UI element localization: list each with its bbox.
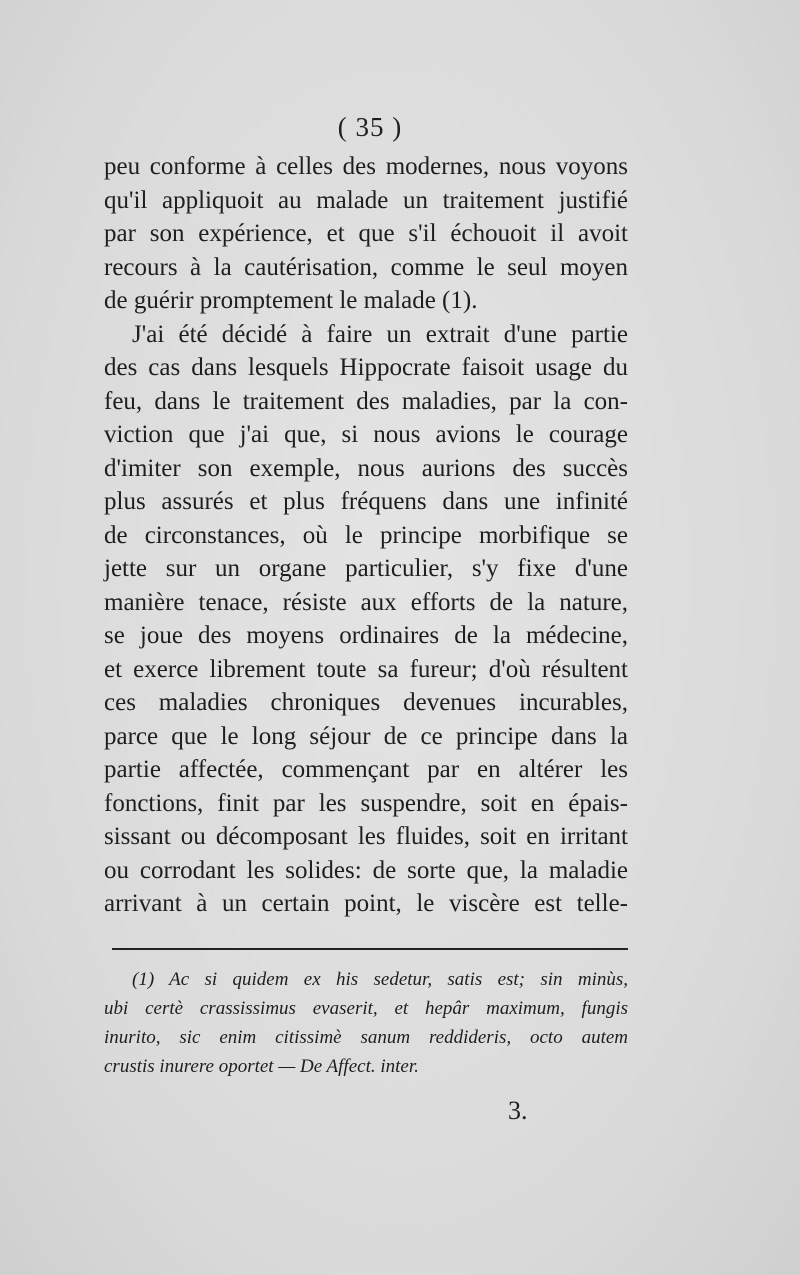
- body-line: partie affectée, commençant par en altérer les: [104, 756, 628, 783]
- body-line: peu conforme à celles des modernes, nous voyons: [104, 153, 628, 180]
- body-line: par son expérience, et que s'il échouoit il avoit: [104, 220, 628, 247]
- body-line: viction que j'ai que, si nous avions le courage: [104, 421, 628, 448]
- body-line: se joue des moyens ordinaires de la médecine,: [104, 622, 628, 649]
- body-line: fonctions, finit par les suspendre, soit en épais-: [104, 789, 628, 817]
- body-line: et exerce librement toute sa fureur; d'où résultent: [104, 655, 628, 683]
- body-line: parce que le long séjour de ce principe dans la: [104, 722, 628, 750]
- body-line: J'ai été décidé à faire un extrait d'une partie: [132, 320, 628, 348]
- footnote-line: ubi certè crassissimus evaserit, et hepâr maximum, fungis: [104, 998, 628, 1019]
- body-line: manière tenace, résiste aux efforts de la nature,: [104, 588, 628, 616]
- body-line: des cas dans lesquels Hippocrate faisoit usage du: [104, 354, 628, 381]
- body-line: qu'il appliquoit au malade un traitement justifié: [104, 186, 628, 214]
- signature-mark: 3.: [508, 1096, 528, 1125]
- page-number: ( 35 ): [337, 112, 403, 142]
- body-line: recours à la cautérisation, comme le seul moyen: [104, 253, 628, 281]
- body-line: feu, dans le traitement des maladies, par la con-: [104, 387, 628, 415]
- body-line: sissant ou décomposant les fluides, soit en irritant: [104, 823, 628, 850]
- body-line: de circonstances, où le principe morbifique se: [104, 521, 628, 549]
- footnote: [104, 965, 628, 1081]
- body-line: ces maladies chroniques devenues incurables,: [104, 689, 628, 716]
- footnote-line: (1) Ac si quidem ex his sedetur, satis est; sin minùs,: [132, 969, 628, 990]
- body-line: arrivant à un certain point, le viscère est telle-: [104, 890, 628, 917]
- footnote-line: crustis inurere oportet — De Affect. inter.: [104, 1056, 419, 1077]
- body-text: [104, 150, 628, 921]
- body-line: d'imiter son exemple, nous aurions des succès: [104, 454, 628, 482]
- footnote-line: inurito, sic enim citissimè sanum reddideris, octo autem: [104, 1027, 628, 1048]
- footnote-divider: [112, 948, 628, 950]
- body-line: ou corrodant les solides: de sorte que, la maladie: [104, 856, 628, 884]
- body-line: plus assurés et plus fréquens dans une infinité: [104, 488, 628, 515]
- body-line: jette sur un organe particulier, s'y fixe d'une: [104, 555, 628, 582]
- body-line: de guérir promptement le malade (1).: [104, 287, 478, 314]
